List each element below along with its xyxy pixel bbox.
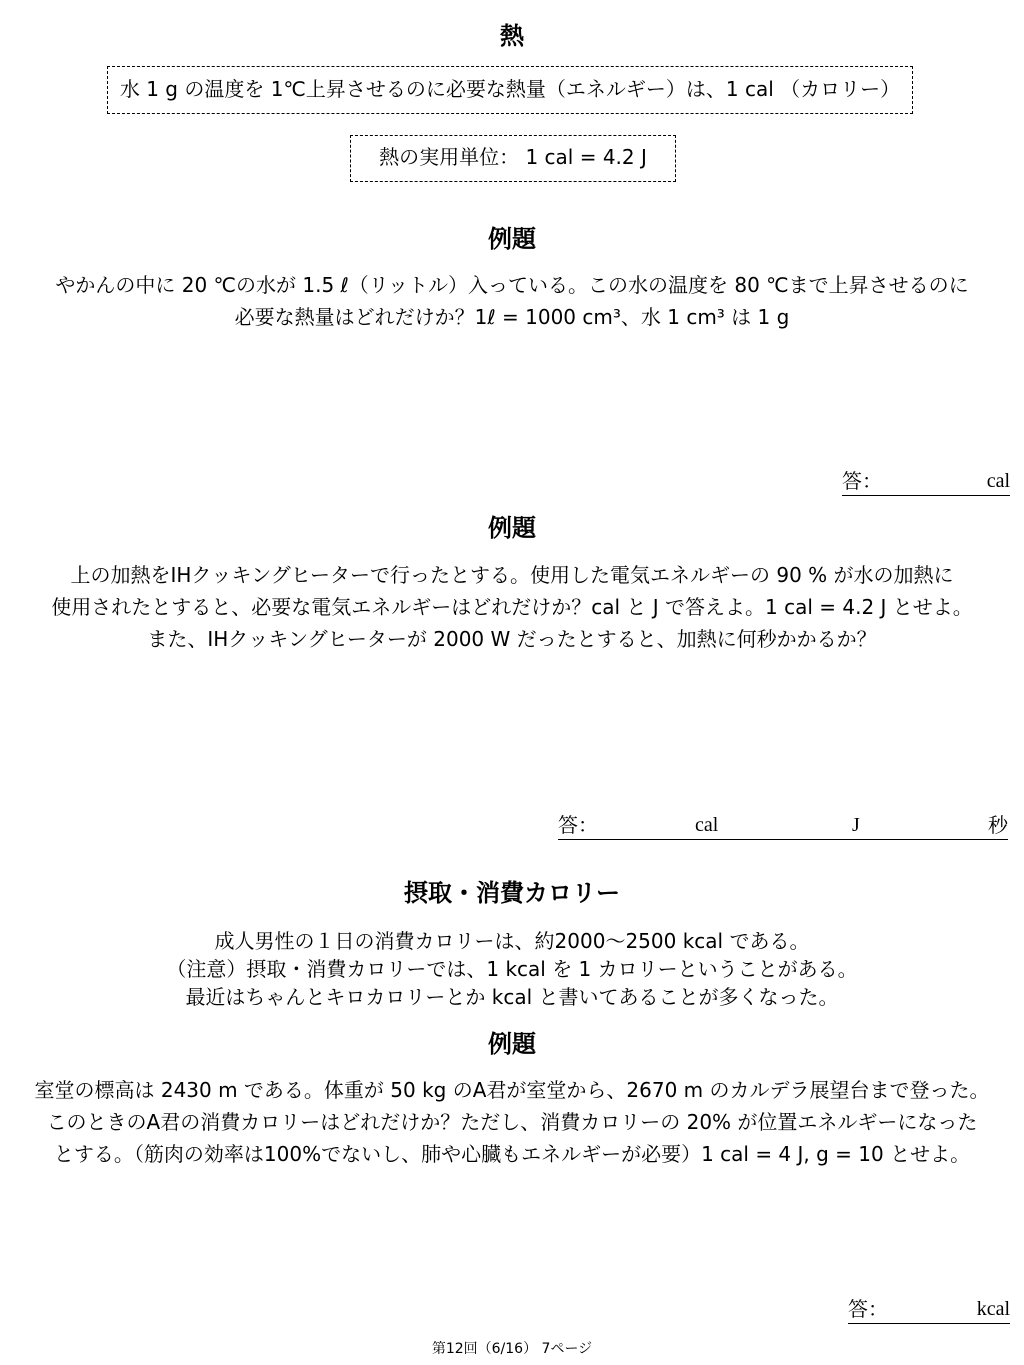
- answer-line: [842, 467, 1010, 496]
- example2-line2: 使用されたとすると、必要な電気エネルギーはどれだけか？cal と J で答えよ。1 cal = 4.2 J とせよ。: [51, 595, 973, 619]
- example-heading: 例題: [488, 225, 536, 253]
- example3-line3: とする。（筋肉の効率は100%でないし、肺や心臓もエネルギーが必要）1 cal = 4 J, g = 10 とせよ。: [53, 1142, 971, 1166]
- example1-line2: 必要な熱量はどれだけか？1ℓ = 1000 cm³、水 1 cm³ は 1 g: [234, 305, 790, 329]
- answer-label: 答：: [848, 1297, 888, 1321]
- unit-box: 熱の実用単位： 1 cal = 4.2 J: [350, 135, 676, 182]
- page-title: 熱: [500, 22, 524, 50]
- answer-unit-seconds: 秒: [988, 813, 1008, 837]
- example-heading: 例題: [488, 1030, 536, 1058]
- answer-line: [848, 1295, 1010, 1324]
- example3-line2: このときのA君の消費カロリーはどれだけか？ただし、消費カロリーの 20% が位置エネルギーになった: [46, 1110, 978, 1134]
- page-footer: 第12回（6/16） 7ページ: [431, 1341, 593, 1357]
- section2-line2: （注意）摂取・消費カロリーでは、1 kcal を 1 カロリーということがある。: [166, 957, 858, 981]
- section2-line3: 最近はちゃんとキロカロリーとか kcal と書いてあることが多くなった。: [185, 985, 839, 1009]
- section-heading: 摂取・消費カロリー: [404, 879, 620, 907]
- answer-line: [558, 811, 1008, 840]
- example2-line3: また、IHクッキングヒーターが 2000 W だったとすると、加熱に何秒かかるか？: [147, 627, 877, 651]
- definition-box: 水 1 g の温度を 1℃上昇させるのに必要な熱量（エネルギー）は、1 cal （カロリー）: [107, 66, 913, 114]
- answer-unit-kcal: kcal: [976, 1298, 1010, 1320]
- example-heading: 例題: [488, 514, 536, 542]
- answer-label: 答：: [558, 813, 598, 837]
- example3-line1: 室堂の標高は 2430 m である。体重が 50 kg のA君が室堂から、2670 m のカルデラ展望台まで登った。: [34, 1078, 990, 1102]
- example1-line1: やかんの中に 20 ℃の水が 1.5 ℓ（リットル）入っている。この水の温度を 80 ℃まで上昇させるのに: [55, 273, 969, 297]
- answer-unit-cal: cal: [695, 814, 719, 836]
- answer-label: 答：: [842, 469, 882, 493]
- answer-unit-joule: J: [852, 814, 860, 836]
- section2-line1: 成人男性の１日の消費カロリーは、約2000〜2500 kcal である。: [214, 929, 810, 953]
- example2-line1: 上の加熱をIHクッキングヒーターで行ったとする。使用した電気エネルギーの 90 % が水の加熱に: [70, 563, 954, 587]
- answer-unit-cal: cal: [986, 470, 1010, 492]
